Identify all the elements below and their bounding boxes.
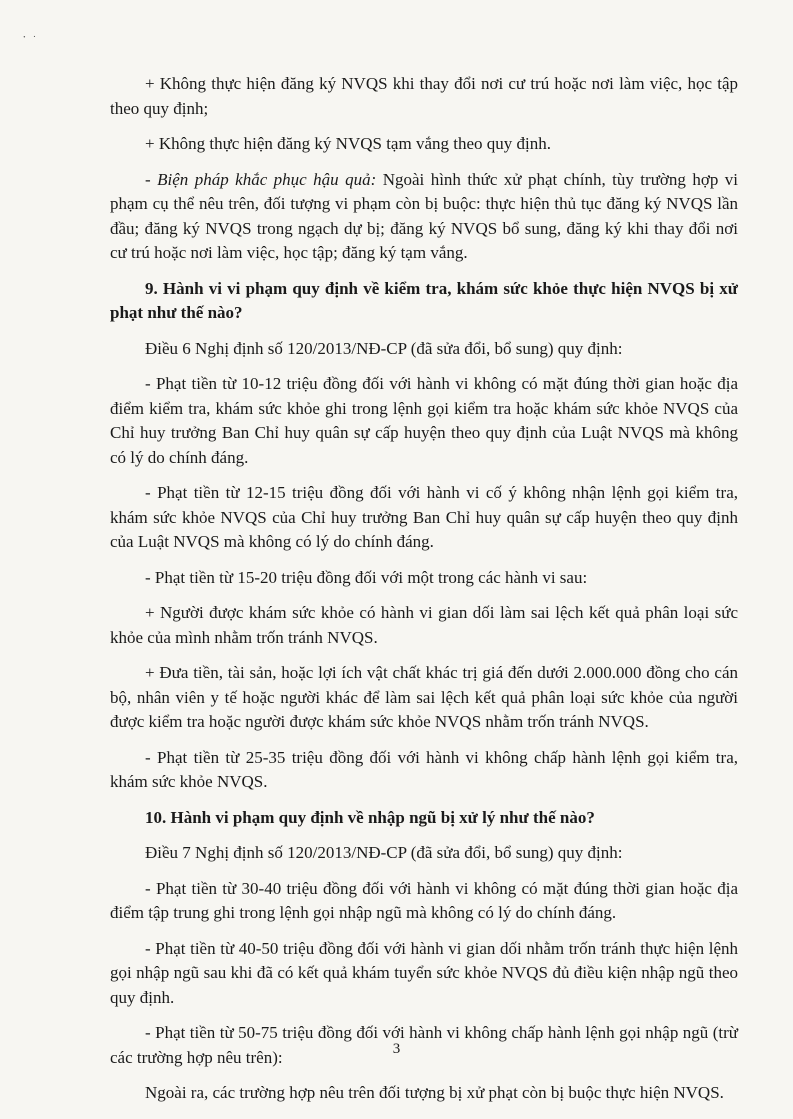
paragraph: Điều 7 Nghị định số 120/2013/NĐ-CP (đã sửa đổi, bổ sung) quy định: [145, 843, 623, 862]
paragraph-remedy [110, 168, 738, 266]
section-heading-10: 10. Hành vi phạm quy định về nhập ngũ bị xử lý như thế nào? [145, 807, 595, 827]
remedy-label: - Biện pháp khắc phục hậu quả: [145, 169, 377, 189]
paragraph: - Phạt tiền từ 30-40 triệu đồng đối với hành vi không có mặt đúng thời gian hoặc địa điểm tập trung ghi trong lệnh gọi nhập ngũ mà không có lý do chính đáng. [110, 878, 738, 922]
paragraph: - Phạt tiền từ 12-15 triệu đồng đối với hành vi cố ý không nhận lệnh gọi kiểm tra, khám sức khỏe NVQS của Chỉ huy trưởng Ban Chỉ huy quân sự cấp huyện theo quy định của Luật NVQS mà không có lý do chính đáng. [110, 483, 738, 551]
paragraph: - Phạt tiền từ 25-35 triệu đồng đối với hành vi không chấp hành lệnh gọi kiểm tra, khám sức khỏe NVQS. [110, 747, 738, 791]
paragraph: + Không thực hiện đăng ký NVQS khi thay đổi nơi cư trú hoặc nơi làm việc, học tập theo quy định; [110, 74, 738, 118]
page-number: 3 [392, 1041, 401, 1057]
paragraph: + Người được khám sức khỏe có hành vi gian dối làm sai lệch kết quả phân loại sức khỏe của mình nhằm trốn tránh NVQS. [110, 603, 738, 647]
document-body [110, 72, 738, 1117]
paragraph: Điều 6 Nghị định số 120/2013/NĐ-CP (đã sửa đổi, bổ sung) quy định: [145, 338, 623, 358]
paragraph: Ngoài ra, các trường hợp nêu trên đối tượng bị xử phạt còn bị buộc thực hiện NVQS. [145, 1083, 724, 1102]
paragraph: + Không thực hiện đăng ký NVQS tạm vắng theo quy định. [145, 134, 551, 153]
paragraph: - Phạt tiền từ 10-12 triệu đồng đối với hành vi không có mặt đúng thời gian hoặc địa điểm kiểm tra, khám sức khỏe ghi trong lệnh gọi kiểm tra hoặc khám sức khỏe NVQS của Chỉ huy trưởng Ban Chỉ huy quân sự cấp huyện theo quy định của Luật NVQS mà không có lý do chính đáng. [110, 374, 738, 467]
remedy-text: Ngoài hình thức xử phạt chính, tùy trường hợp vi phạm cụ thể nêu trên, đối tượng vi phạm còn bị buộc: thực hiện thủ tục đăng ký NVQS lần đầu; đăng ký NVQS trong ngạch dự bị; đăng ký NVQS bổ sung, đăng ký khi thay đổi nơi cư trú hoặc nơi làm việc, học tập; đăng ký tạm vắng. [110, 169, 738, 262]
paragraph: - Phạt tiền từ 40-50 triệu đồng đối với hành vi gian dối nhằm trốn tránh thực hiện lệnh gọi nhập ngũ sau khi đã có kết quả khám tuyển sức khỏe NVQS đủ điều kiện nhập ngũ theo quy định. [110, 938, 738, 1007]
corner-mark: ˙ ͘ [22, 34, 35, 49]
paragraph: - Phạt tiền từ 15-20 triệu đồng đối với một trong các hành vi sau: [145, 567, 588, 587]
paragraph: + Đưa tiền, tài sản, hoặc lợi ích vật chất khác trị giá đến dưới 2.000.000 đồng cho cán bộ, nhân viên y tế hoặc người khác để làm sai lệch kết quả phân loại sức khỏe của người được kiểm tra hoặc người được khám sức khỏe NVQS nhằm trốn tránh NVQS. [110, 663, 738, 731]
section-heading-9: 9. Hành vi vi phạm quy định về kiểm tra, khám sức khỏe thực hiện NVQS bị xử phạt như thế nào? [110, 278, 738, 322]
paragraph: - Phạt tiền từ 50-75 triệu đồng đối với hành vi không chấp hành lệnh gọi nhập ngũ (trừ các trường hợp nêu trên): [110, 1023, 738, 1067]
